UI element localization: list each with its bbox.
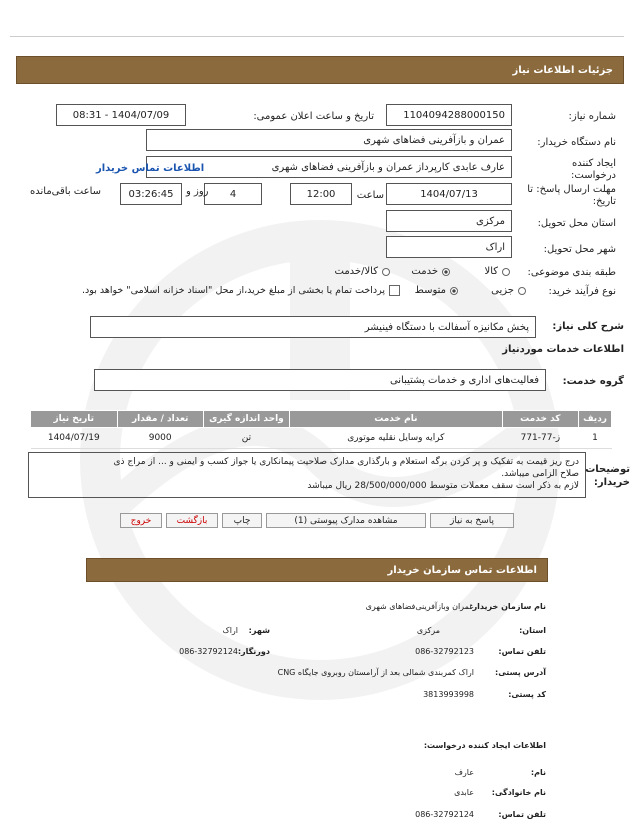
creator-phone: 086-32792124 bbox=[415, 810, 474, 819]
cell-qty: 9000 bbox=[117, 428, 203, 449]
notes-line-2: صلاح الزامی میباشد. bbox=[501, 469, 579, 479]
creator-name-label: نام: bbox=[530, 768, 546, 777]
need-number-field: 1104094288000150 bbox=[386, 104, 512, 126]
purchase-type-label: نوع فرآیند خرید: bbox=[548, 286, 616, 297]
contact-postal-label: کد پستی: bbox=[508, 690, 546, 699]
buyer-org-label: نام دستگاه خریدار: bbox=[537, 137, 616, 148]
notes-line-1: درج ریز قیمت به تفکیک و پر کردن برگه استعلام و بارگذاری مدارک صلاحیت پیمانکاری یا جواز کسب و ایمنی و ... از مراج ذی bbox=[113, 457, 579, 467]
remaining-label: ساعت باقی‌مانده bbox=[30, 186, 102, 197]
category-option-both[interactable]: کالا/خدمت bbox=[335, 266, 391, 277]
exit-button[interactable]: خروج bbox=[120, 513, 162, 528]
contact-fax: 086-32792124 bbox=[179, 647, 238, 656]
announce-label: تاریخ و ساعت اعلان عمومی: bbox=[253, 111, 374, 122]
th-date: تاریخ نیاز bbox=[31, 411, 118, 428]
radio-checked-icon[interactable] bbox=[450, 287, 458, 295]
radio-icon[interactable] bbox=[518, 287, 526, 295]
contact-city-label: شهر: bbox=[248, 626, 270, 635]
services-title: اطلاعات خدمات موردنیاز bbox=[502, 344, 624, 355]
contact-org-label: نام سازمان خریدار: bbox=[469, 602, 546, 611]
th-name: نام خدمت bbox=[290, 411, 503, 428]
top-divider bbox=[10, 36, 624, 37]
need-number-label: شماره نیاز: bbox=[568, 111, 616, 122]
print-button[interactable]: چاپ bbox=[222, 513, 262, 528]
contact-address-label: آدرس پستی: bbox=[495, 668, 546, 677]
contact-org: عمران وبازآفرینی‌فضاهای شهری bbox=[365, 602, 474, 611]
view-attachments-button[interactable]: مشاهده مدارک پیوستی (1) bbox=[266, 513, 426, 528]
service-group-label: گروه خدمت: bbox=[562, 376, 624, 387]
creator-name: عارف bbox=[454, 768, 474, 777]
notes-box bbox=[28, 452, 586, 498]
checkbox-icon[interactable] bbox=[389, 285, 400, 296]
city-field: اراک bbox=[386, 236, 512, 258]
creator-phone-label: تلفن تماس: bbox=[498, 810, 546, 819]
time-label: ساعت bbox=[356, 190, 384, 201]
deadline-label: مهلت ارسال پاسخ: تا تاریخ: bbox=[527, 184, 616, 207]
table-row[interactable] bbox=[31, 428, 612, 449]
category-label: طبقه بندی موضوعی: bbox=[527, 267, 616, 278]
cell-code: ز-77-771 bbox=[502, 428, 579, 449]
province-field: مرکزی bbox=[386, 210, 512, 232]
purchase-option-medium[interactable]: متوسط bbox=[415, 285, 458, 296]
category-option-service[interactable]: خدمت bbox=[411, 266, 450, 277]
reply-button[interactable]: پاسخ به نیاز bbox=[430, 513, 514, 528]
contact-address: اراک کمربندی شمالی بعد از آرامستان روبروی جایگاه CNG bbox=[277, 668, 474, 677]
creator-family-label: نام خانوادگی: bbox=[491, 788, 546, 797]
contact-phone: 086-32792123 bbox=[415, 647, 474, 656]
creator-label: ایجاد کننده درخواست: bbox=[571, 158, 616, 181]
contact-city: اراک bbox=[222, 626, 238, 635]
page-title: جزئیات اطلاعات نیاز bbox=[512, 64, 613, 76]
cell-row: 1 bbox=[579, 428, 612, 449]
contact-province: مرکزی bbox=[416, 626, 440, 635]
deadline-date-field: 1404/07/13 bbox=[386, 183, 512, 205]
creator-info-title: اطلاعات ایجاد کننده درخواست: bbox=[423, 741, 546, 750]
table-header-row bbox=[31, 411, 612, 428]
th-code: کد خدمت bbox=[502, 411, 579, 428]
treasury-payment-option[interactable]: پرداخت تمام یا بخشی از مبلغ خرید،از محل "اسناد خزانه اسلامی" خواهد بود. bbox=[82, 285, 400, 296]
creator-field: عارف عابدی کارپرداز عمران و بازآفرینی فضاهای شهری bbox=[146, 156, 512, 178]
contact-phone-label: تلفن تماس: bbox=[498, 647, 546, 656]
service-group-field: فعالیت‌های اداری و خدمات پشتیبانی bbox=[94, 369, 546, 391]
days-field: 4 bbox=[204, 183, 262, 205]
notes-label: توضیحات خریدار: bbox=[585, 464, 630, 488]
cell-date: 1404/07/19 bbox=[31, 428, 118, 449]
th-unit: واحد اندازه گیری bbox=[203, 411, 289, 428]
province-label: استان محل تحویل: bbox=[537, 218, 616, 229]
th-qty: تعداد / مقدار bbox=[117, 411, 203, 428]
back-button[interactable]: بازگشت bbox=[166, 513, 218, 528]
summary-label: شرح کلی نیاز: bbox=[552, 321, 624, 332]
contact-info-link[interactable]: اطلاعات تماس خریدار bbox=[96, 163, 205, 174]
buyer-org-field: عمران و بازآفرینی فضاهای شهری bbox=[146, 129, 512, 151]
notes-line-3: لازم به ذکر است سقف معملات متوسط 28/500/000/000 ریال میباشد bbox=[307, 481, 579, 491]
purchase-option-minor[interactable]: جزیی bbox=[491, 285, 526, 296]
radio-checked-icon[interactable] bbox=[442, 268, 450, 276]
contact-section-title: اطلاعات تماس سازمان خریدار bbox=[387, 564, 537, 576]
summary-field: پخش مکانیزه آسفالت با دستگاه فینیشر bbox=[90, 316, 536, 338]
day-label: روز و bbox=[186, 186, 209, 197]
contact-province-label: استان: bbox=[519, 626, 546, 635]
radio-icon[interactable] bbox=[502, 268, 510, 276]
deadline-time-field: 12:00 bbox=[290, 183, 352, 205]
announce-field: 1404/07/09 - 08:31 bbox=[56, 104, 186, 126]
cell-unit: تن bbox=[203, 428, 289, 449]
items-table bbox=[30, 410, 612, 449]
radio-icon[interactable] bbox=[382, 268, 390, 276]
city-label: شهر محل تحویل: bbox=[543, 244, 616, 255]
th-row: ردیف bbox=[579, 411, 612, 428]
cell-name: کرایه وسایل نقلیه موتوری bbox=[290, 428, 503, 449]
category-option-goods[interactable]: کالا bbox=[484, 266, 510, 277]
remaining-time-field: 03:26:45 bbox=[120, 183, 182, 205]
creator-family: عابدی bbox=[454, 788, 474, 797]
contact-postal: 3813993998 bbox=[423, 690, 474, 699]
contact-fax-label: دورنگار: bbox=[237, 647, 270, 656]
contact-section-header bbox=[86, 558, 548, 582]
page-header bbox=[16, 56, 624, 84]
